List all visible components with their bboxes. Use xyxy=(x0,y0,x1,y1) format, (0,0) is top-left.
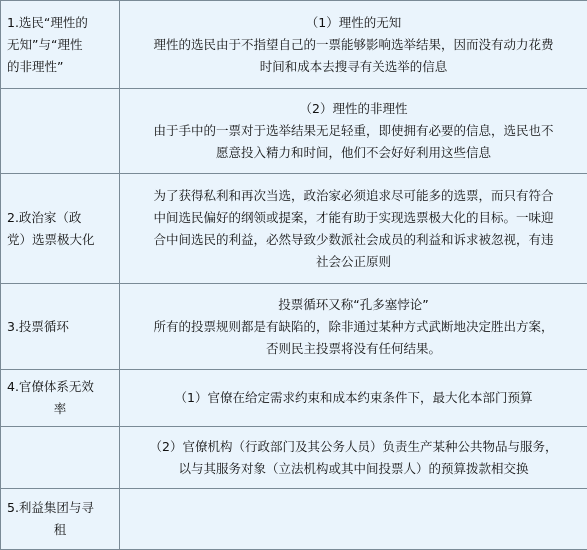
label-line: 党）选票极大化 xyxy=(7,229,113,251)
content-line: 愿意投入精力和时间，他们不会好好利用这些信息 xyxy=(126,142,581,164)
table-row xyxy=(1,89,587,174)
table-row xyxy=(1,174,587,284)
row-label-cell xyxy=(1,284,120,370)
row-label-cell xyxy=(1,427,120,489)
row-content-cell xyxy=(120,284,587,370)
label-line: 的非理性” xyxy=(7,56,113,78)
row-content-cell xyxy=(120,489,587,550)
label-line: 2.政治家（政 xyxy=(7,207,113,229)
row-content-cell xyxy=(120,427,587,489)
content-line: 投票循环又称“孔多塞悖论” xyxy=(126,294,581,316)
row-label-cell xyxy=(1,370,120,427)
content-line: 合中间选民的利益，必然导致少数派社会成员的利益和诉求被忽视，有违 xyxy=(126,229,581,251)
label-line: 租 xyxy=(7,519,113,541)
table-row xyxy=(1,427,587,489)
row-content-cell xyxy=(120,1,587,89)
row-content-cell xyxy=(120,174,587,284)
row-label-cell xyxy=(1,489,120,550)
content-line: 理性的选民由于不指望自己的一票能够影响选举结果，因而没有动力花费 xyxy=(126,34,581,56)
content-line: 由于手中的一票对于选举结果无足轻重，即使拥有必要的信息，选民也不 xyxy=(126,120,581,142)
table-row xyxy=(1,370,587,427)
label-line: 5.利益集团与寻 xyxy=(7,497,113,519)
row-content-cell xyxy=(120,89,587,174)
content-line: （2）官僚机构（行政部门及其公务人员）负责生产某种公共物品与服务， xyxy=(126,436,581,458)
content-line: 以与其服务对象（立法机构或其中间投票人）的预算拨款相交换 xyxy=(126,458,581,480)
content-line: （2）理性的非理性 xyxy=(126,98,581,120)
row-content-cell xyxy=(120,370,587,427)
row-label-cell xyxy=(1,89,120,174)
table-row xyxy=(1,284,587,370)
table-row xyxy=(1,1,587,89)
content-line: 中间选民偏好的纲领或提案，才能有助于实现选票极大化的目标。一味迎 xyxy=(126,207,581,229)
row-label-cell xyxy=(1,1,120,89)
label-line: 无知”与“理性 xyxy=(7,34,113,56)
label-line: 率 xyxy=(7,398,113,420)
content-line: （1）理性的无知 xyxy=(126,12,581,34)
content-line: 社会公正原则 xyxy=(126,251,581,273)
row-label-cell xyxy=(1,174,120,284)
label-line: 4.官僚体系无效 xyxy=(7,376,113,398)
content-line: （1）官僚在给定需求约束和成本约束条件下，最大化本部门预算 xyxy=(126,387,581,409)
content-line: 为了获得私利和再次当选，政治家必须追求尽可能多的选票，而只有符合 xyxy=(126,185,581,207)
label-line: 3.投票循环 xyxy=(7,316,113,338)
label-line: 1.选民“理性的 xyxy=(7,12,113,34)
content-line: 否则民主投票将没有任何结果。 xyxy=(126,338,581,360)
content-line: 所有的投票规则都是有缺陷的，除非通过某种方式武断地决定胜出方案， xyxy=(126,316,581,338)
content-line: 时间和成本去搜寻有关选举的信息 xyxy=(126,56,581,78)
table-row xyxy=(1,489,587,550)
